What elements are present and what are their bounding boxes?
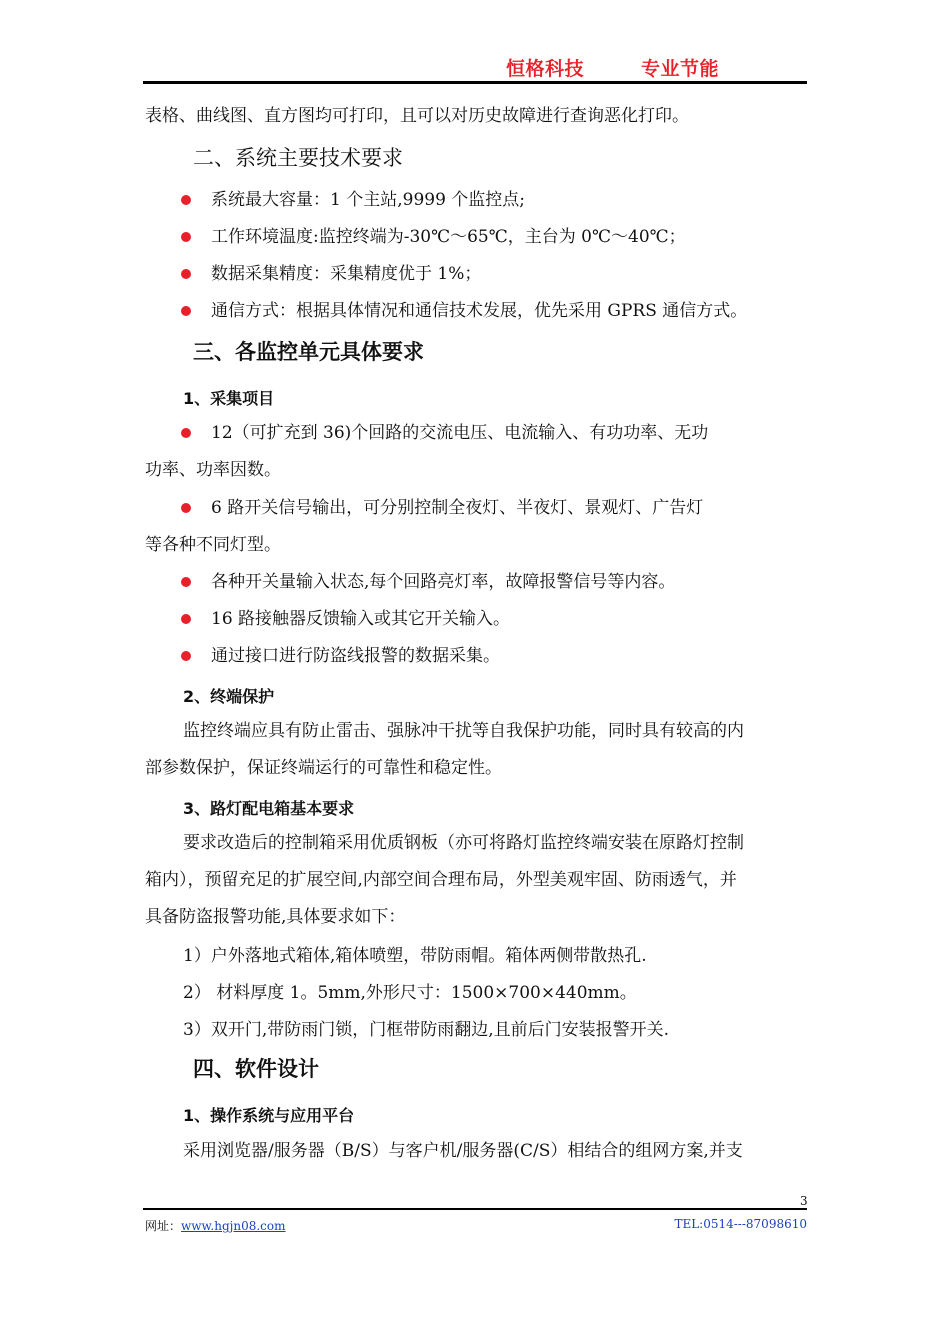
list-item: 16 路接触器反馈输入或其它开关输入。 bbox=[211, 609, 511, 629]
section-heading-2: 二、系统主要技术要求 bbox=[193, 146, 403, 170]
paragraph-line: 部参数保护，保证终端运行的可靠性和稳定性。 bbox=[145, 758, 502, 778]
bullet-icon bbox=[181, 651, 191, 661]
bullet-icon bbox=[181, 577, 191, 587]
paragraph-line: 监控终端应具有防止雷击、强脉冲干扰等自我保护功能，同时具有较高的内 bbox=[183, 721, 744, 741]
list-item: 数据采集精度：采集精度优于 1%； bbox=[211, 264, 482, 284]
paragraph-line: 箱内），预留充足的扩展空间,内部空间合理布局，外型美观牢固、防雨透气，并 bbox=[145, 870, 737, 890]
list-item: 6 路开关信号输出，可分别控制全夜灯、半夜灯、景观灯、广告灯 bbox=[211, 498, 704, 518]
footer-divider bbox=[143, 1208, 807, 1210]
list-item: 工作环境温度:监控终端为-30℃～65℃，主台为 0℃～40℃； bbox=[211, 227, 686, 247]
text-line: 表格、曲线图、直方图均可打印，且可以对历史故障进行查询恶化打印。 bbox=[145, 106, 689, 126]
section-heading-4: 四、软件设计 bbox=[193, 1057, 319, 1081]
subsection-heading: 2、终端保护 bbox=[183, 687, 275, 706]
requirement-item: 1）户外落地式箱体,箱体喷塑，带防雨帽。箱体两侧带散热孔. bbox=[183, 946, 647, 966]
list-item: 各种开关量输入状态,每个回路亮灯率，故障报警信号等内容。 bbox=[211, 572, 676, 592]
page-number: 3 bbox=[800, 1194, 808, 1208]
list-item: 12（可扩充到 36)个回路的交流电压、电流输入、有功功率、无功 bbox=[211, 423, 709, 443]
subsection-heading: 3、路灯配电箱基本要求 bbox=[183, 799, 355, 818]
list-item-continuation: 功率、功率因数。 bbox=[145, 460, 281, 480]
list-item-continuation: 等各种不同灯型。 bbox=[145, 535, 281, 555]
bullet-icon bbox=[181, 306, 191, 316]
list-item: 通过接口进行防盗线报警的数据采集。 bbox=[211, 646, 500, 666]
bullet-icon bbox=[181, 503, 191, 513]
requirement-item: 2） 材料厚度 1。5mm,外形尺寸：1500×700×440mm。 bbox=[183, 983, 637, 1003]
header-slogan: 专业节能 bbox=[641, 58, 720, 80]
paragraph-line: 具备防盗报警功能,具体要求如下： bbox=[145, 907, 406, 927]
subsection-heading: 1、采集项目 bbox=[183, 389, 275, 408]
section-heading-3: 三、各监控单元具体要求 bbox=[193, 340, 424, 364]
subsection-heading: 1、操作系统与应用平台 bbox=[183, 1106, 355, 1125]
header-brand-name: 恒格科技 bbox=[506, 58, 585, 80]
list-item: 系统最大容量：1 个主站,9999 个监控点; bbox=[211, 190, 526, 210]
bullet-icon bbox=[181, 428, 191, 438]
footer-website-link[interactable]: www.hgjn08.com bbox=[181, 1219, 286, 1233]
footer-website-label: 网址： bbox=[145, 1219, 182, 1233]
paragraph-line: 要求改造后的控制箱采用优质钢板（亦可将路灯监控终端安装在原路灯控制 bbox=[183, 833, 744, 853]
bullet-icon bbox=[181, 269, 191, 279]
bullet-icon bbox=[181, 614, 191, 624]
paragraph-line: 采用浏览器/服务器（B/S）与客户机/服务器(C/S）相结合的组网方案,并支 bbox=[183, 1141, 743, 1161]
bullet-icon bbox=[181, 232, 191, 242]
bullet-icon bbox=[181, 195, 191, 205]
header-divider bbox=[143, 81, 807, 84]
list-item: 通信方式：根据具体情况和通信技术发展，优先采用 GPRS 通信方式。 bbox=[211, 301, 748, 321]
requirement-item: 3）双开门,带防雨门锁，门框带防雨翻边,且前后门安装报警开关. bbox=[183, 1020, 670, 1040]
footer-website bbox=[145, 1217, 286, 1234]
footer-phone: TEL:0514---87098610 bbox=[674, 1217, 807, 1231]
